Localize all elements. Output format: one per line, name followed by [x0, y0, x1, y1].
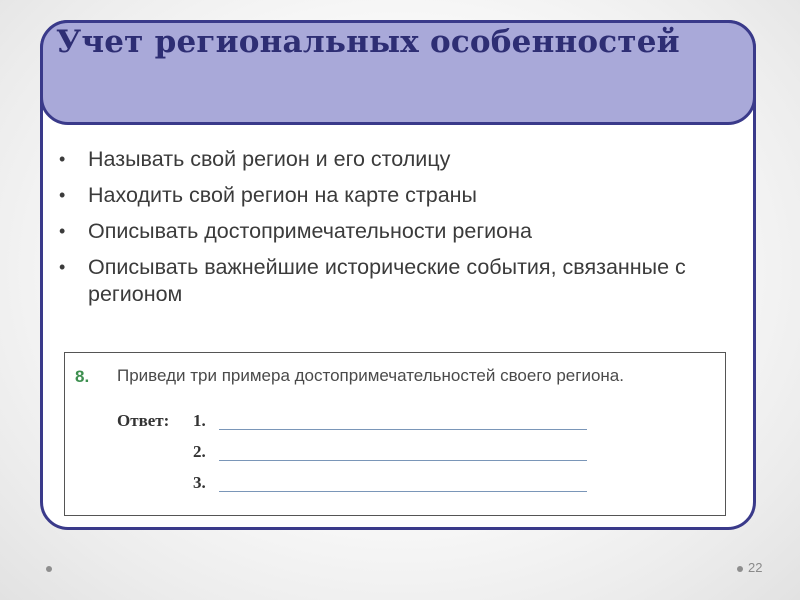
- task-number: 8.: [75, 367, 90, 386]
- bullet-dot-icon: •: [59, 185, 66, 205]
- answer-row-2: [193, 442, 593, 464]
- bullet-item: [58, 254, 738, 308]
- answer-row-1: [193, 411, 593, 433]
- bullet-text: Называть свой регион и его столицу: [88, 147, 451, 171]
- bullet-dot-icon: •: [59, 149, 66, 169]
- page-number: 22: [748, 560, 763, 575]
- answer-row-3: [193, 473, 593, 495]
- answer-number: 2.: [193, 442, 206, 461]
- answer-number: 1.: [193, 411, 206, 430]
- task-text: Приведи три примера достопримечательностей своего региона.: [117, 366, 624, 385]
- bullet-dot-icon: •: [59, 257, 66, 277]
- answer-line: [219, 429, 587, 430]
- bullet-item: [58, 146, 738, 173]
- nav-dot-right-icon: [737, 566, 743, 572]
- slide-title: Учет региональных особенностей: [56, 24, 680, 60]
- bullet-list: [58, 146, 738, 317]
- answer-number: 3.: [193, 473, 206, 492]
- task-box: [64, 352, 726, 516]
- bullet-dot-icon: •: [59, 221, 66, 241]
- answer-line: [219, 460, 587, 461]
- bullet-item: [58, 218, 738, 245]
- bullet-text: Описывать важнейшие исторические события, связанные с регионом: [88, 255, 686, 306]
- answer-label: Ответ:: [117, 411, 170, 430]
- nav-dot-left-icon: [46, 566, 52, 572]
- bullet-text: Находить свой регион на карте страны: [88, 183, 477, 207]
- bullet-text: Описывать достопримечательности региона: [88, 219, 532, 243]
- answer-line: [219, 491, 587, 492]
- bullet-item: [58, 182, 738, 209]
